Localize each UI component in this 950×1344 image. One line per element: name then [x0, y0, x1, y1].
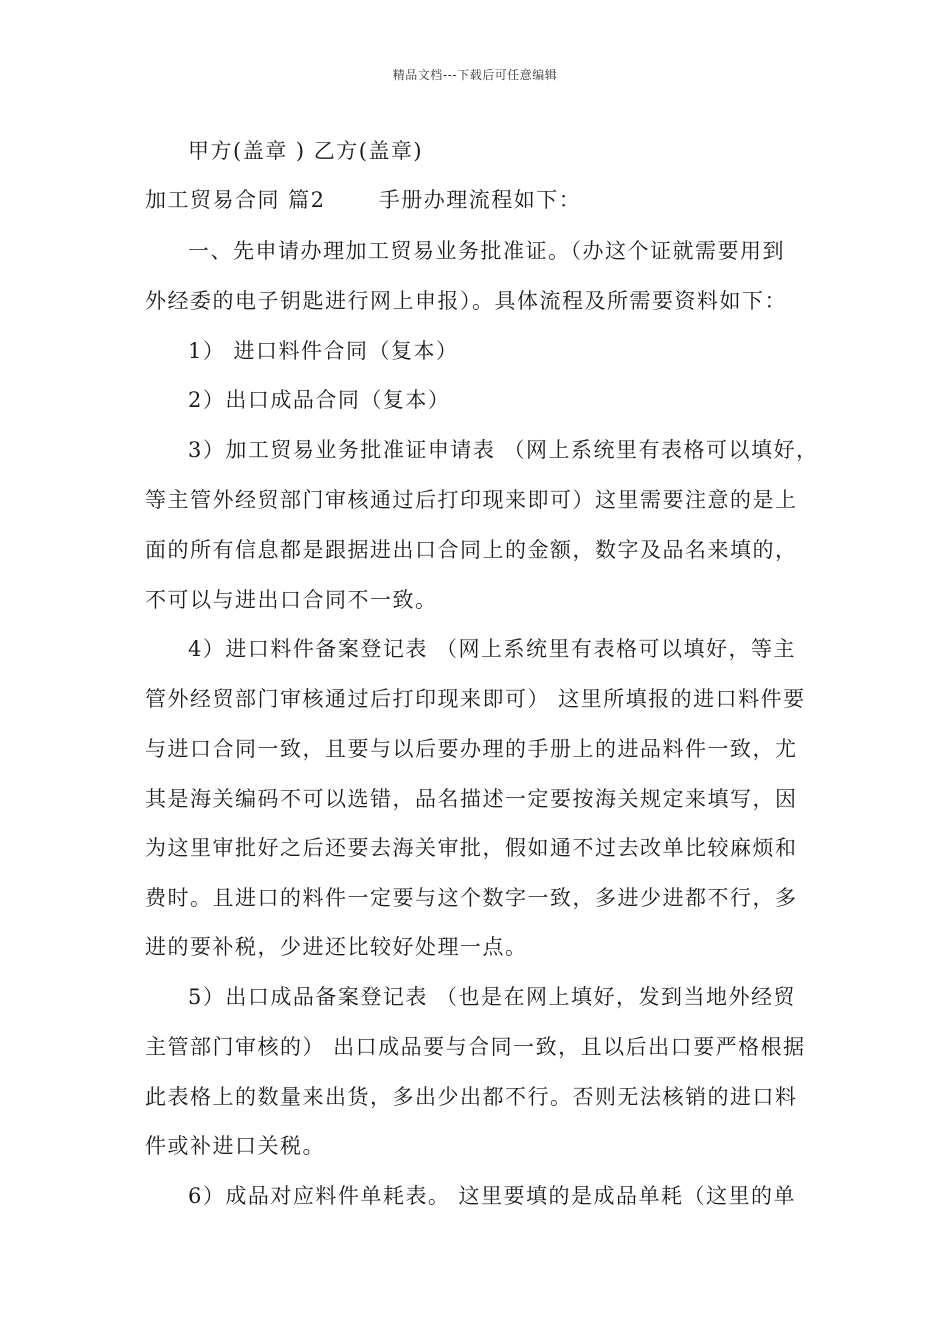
paragraph-line: 一、先申请办理加工贸易业务批准证。（办这个证就需要用到: [188, 239, 785, 263]
paragraph-line: 费时。且进口的料件一定要与这个数字一致，多进少进都不行，多: [145, 886, 798, 910]
paragraph-line: 面的所有信息都是跟据进出口合同上的金额，数字及品名来填的，: [145, 538, 798, 562]
list-item: 1） 进口料件合同（复本）: [188, 339, 459, 363]
paragraph-line: 件或补进口关税。: [145, 1134, 325, 1158]
paragraph-line: 此表格上的数量来出货，多出少出都不行。否则无法核销的进口料: [145, 1085, 798, 1109]
list-item: 3）加工贸易业务批准证申请表 （网上系统里有表格可以填好，: [188, 438, 819, 462]
list-item: 4）进口料件备案登记表 （网上系统里有表格可以填好，等主: [188, 637, 797, 661]
paragraph-line: 等主管外经贸部门审核通过后打印现来即可）这里需要注意的是上: [145, 488, 798, 512]
signature-line: 甲方(盖章 ) 乙方(盖章): [188, 139, 424, 163]
paragraph-line: 其是海关编码不可以选错，品名描述一定要按海关规定来填写，因: [145, 787, 798, 811]
paragraph-line: 外经委的电子钥匙进行网上申报）。具体流程及所需要资料如下：: [145, 289, 787, 313]
paragraph-line: 主管部门审核的） 出口成品要与合同一致，且以后出口要严格根据: [145, 1035, 806, 1059]
list-item: 6）成品对应料件单耗表。 这里要填的是成品单耗（这里的单: [188, 1184, 797, 1208]
section-title: 加工贸易合同 篇2 手册办理流程如下：: [145, 188, 582, 212]
list-item: 2）出口成品合同（复本）: [188, 388, 451, 412]
page-header: 精品文档---下载后可任意编辑: [392, 68, 558, 82]
paragraph-line: 与进口合同一致，且要与以后要办理的手册上的进品料件一致，尤: [145, 737, 798, 761]
list-item: 5）出口成品备案登记表 （也是在网上填好，发到当地外经贸: [188, 985, 797, 1009]
paragraph-line: 不可以与进出口合同不一致。: [145, 588, 438, 612]
paragraph-line: 为这里审批好之后还要去海关审批，假如通不过去改单比较麻烦和: [145, 836, 798, 860]
paragraph-line: 管外经贸部门审核通过后打印现来即可） 这里所填报的进口料件要: [145, 687, 806, 711]
paragraph-line: 进的要补税，少进还比较好处理一点。: [145, 935, 528, 959]
